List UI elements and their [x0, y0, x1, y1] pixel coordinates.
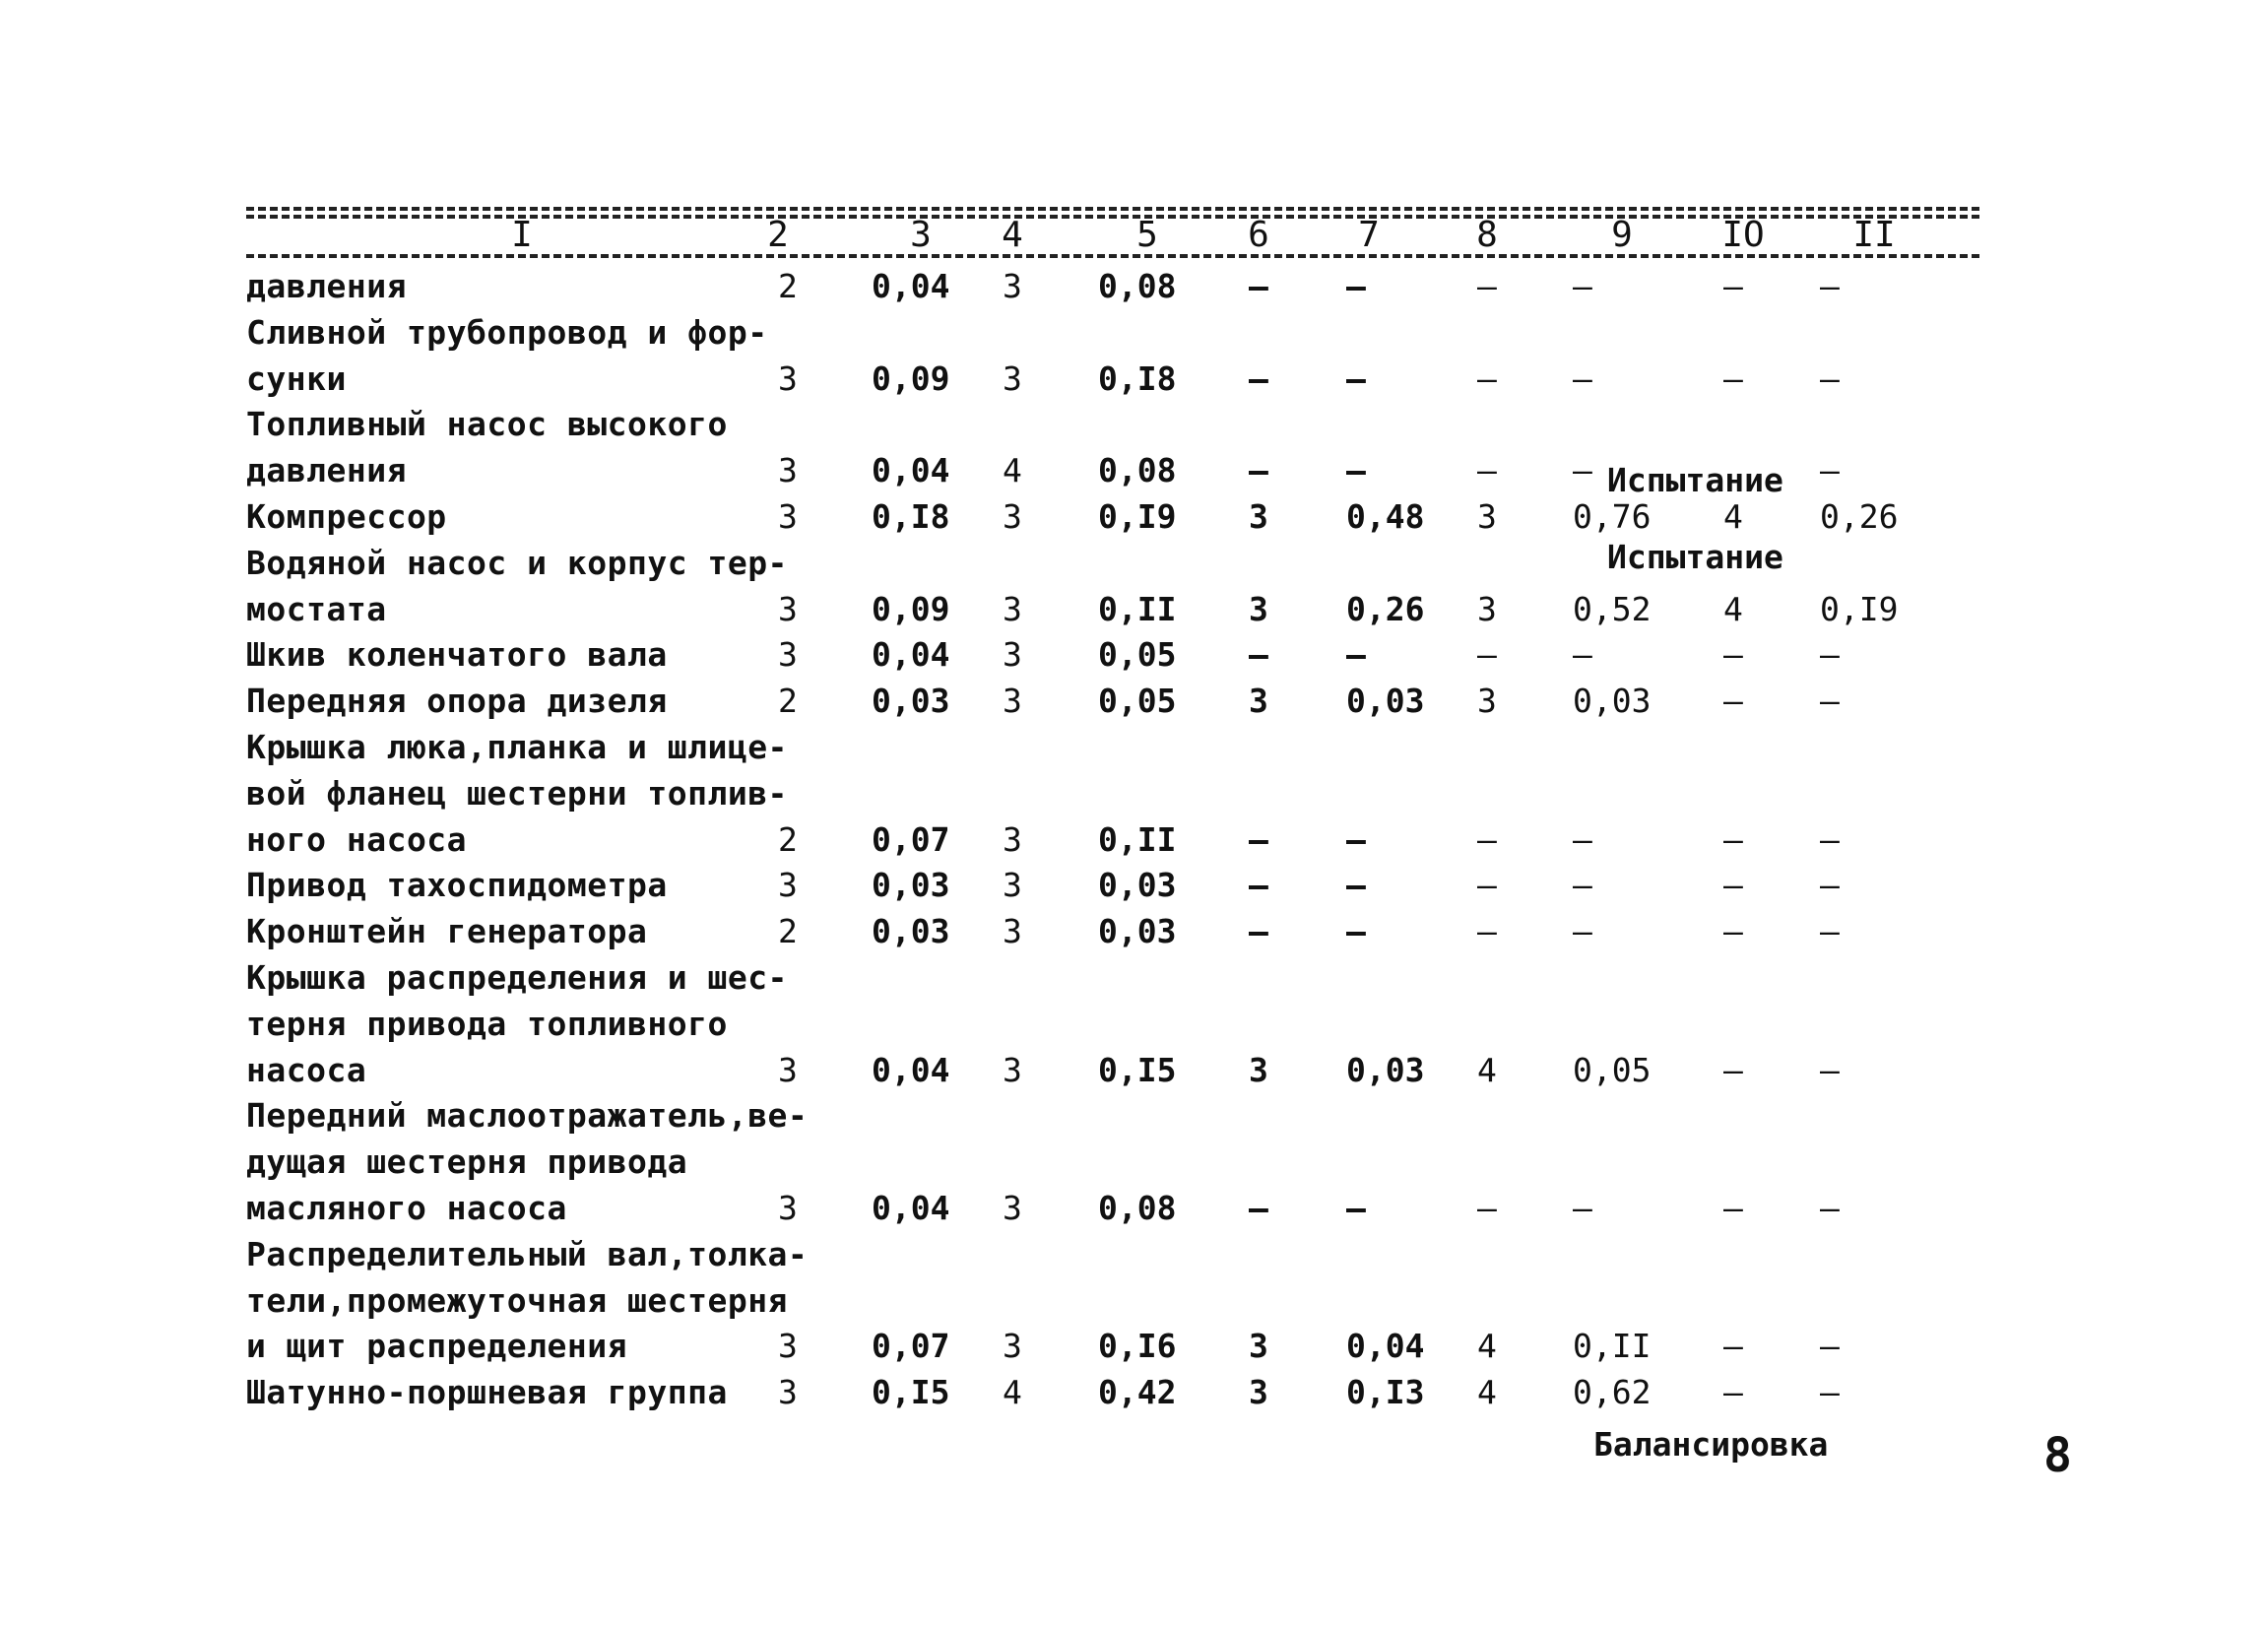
table-row — [0, 1324, 2268, 1369]
header-cell-2: 2 — [767, 215, 789, 255]
row-cell-col-11: 0,I9 — [1820, 589, 1899, 628]
row-cell-col-5: 0,I5 — [1098, 1050, 1177, 1089]
row-cell-col-2: 2 — [778, 912, 798, 951]
row-cell-col-11: – — [1820, 819, 1840, 859]
row-cell-col-9: 0,52 — [1573, 589, 1652, 628]
row-cell-col-2: 3 — [778, 451, 798, 490]
header-cell-4: 4 — [1002, 215, 1023, 255]
row-cell-col-9: 0,05 — [1573, 1050, 1652, 1089]
table-row — [0, 541, 2268, 586]
row-cell-col-6: – — [1249, 866, 1268, 905]
row-cell-col-10: – — [1723, 1327, 1743, 1366]
row-cell-col-2: 3 — [778, 866, 798, 905]
row-cell-col-3: 0,04 — [872, 267, 950, 305]
row-cell-col-11: – — [1820, 1189, 1840, 1227]
row-cell-col-9: 0,62 — [1573, 1373, 1652, 1412]
row-cell-col-5: 0,05 — [1098, 682, 1177, 721]
row-cell-col-8: 3 — [1477, 589, 1497, 628]
row-cell-col-6: – — [1249, 1189, 1268, 1227]
row-cell-col-7: 0,03 — [1346, 1050, 1425, 1089]
row-name: сунки — [246, 358, 347, 398]
row-cell-col-11: – — [1820, 1050, 1840, 1089]
table-row — [0, 725, 2268, 770]
row-cell-col-2: 3 — [778, 589, 798, 628]
row-cell-col-6: – — [1249, 635, 1268, 675]
table-row — [0, 1278, 2268, 1324]
table-row — [0, 863, 2268, 908]
row-cell-col-7: – — [1346, 358, 1366, 398]
row-cell-col-8: – — [1477, 267, 1497, 305]
row-cell-col-8: – — [1477, 635, 1497, 675]
row-cell-col-8: – — [1477, 819, 1497, 859]
table-row — [0, 1370, 2268, 1415]
row-cell-col-3: 0,I8 — [872, 497, 950, 536]
row-cell-col-10: – — [1723, 635, 1743, 675]
row-name: давления — [246, 451, 407, 490]
row-cell-col-4: 3 — [1003, 267, 1022, 305]
table-row — [0, 679, 2268, 724]
row-cell-col-8: 3 — [1477, 682, 1497, 721]
row-cell-col-3: 0,07 — [872, 819, 950, 859]
table-row — [0, 955, 2268, 1001]
row-name: Крышка люка,планка и шлице- — [246, 728, 788, 766]
row-cell-col-10: – — [1723, 1189, 1743, 1227]
row-cell-col-6: 3 — [1249, 1327, 1268, 1366]
row-cell-col-10: – — [1723, 267, 1743, 305]
header-cell-11: II — [1852, 215, 1896, 255]
table-row — [0, 1093, 2268, 1139]
table-row — [0, 632, 2268, 678]
row-cell-col-7: – — [1346, 1189, 1366, 1227]
row-cell-col-7: – — [1346, 451, 1366, 490]
row-name: тели,промежуточная шестерня — [246, 1280, 788, 1320]
row-cell-col-2: 2 — [778, 819, 798, 859]
row-cell-col-2: 3 — [778, 1189, 798, 1227]
row-cell-col-4: 4 — [1003, 451, 1022, 490]
row-cell-col-9: – — [1573, 819, 1592, 859]
row-cell-col-4: 4 — [1003, 1373, 1022, 1412]
note-test-water-pump: Испытание — [1607, 538, 1783, 576]
row-cell-col-7: – — [1346, 912, 1366, 951]
row-cell-col-7: 0,I3 — [1346, 1373, 1425, 1412]
row-cell-col-9: – — [1573, 635, 1592, 675]
row-cell-col-4: 3 — [1003, 635, 1022, 675]
row-cell-col-3: 0,I5 — [872, 1373, 950, 1412]
header-cell-8: 8 — [1476, 215, 1498, 255]
row-cell-col-10: – — [1723, 912, 1743, 951]
row-cell-col-10: – — [1723, 682, 1743, 721]
row-cell-col-8: 4 — [1477, 1050, 1497, 1089]
row-cell-col-8: – — [1477, 1189, 1497, 1227]
header-cell-7: 7 — [1358, 215, 1380, 255]
row-cell-col-9: 0,II — [1573, 1327, 1652, 1366]
header-cell-3: 3 — [910, 215, 932, 255]
row-cell-col-11: – — [1820, 1373, 1840, 1412]
table-row — [0, 1048, 2268, 1093]
row-cell-col-9: – — [1573, 267, 1592, 305]
row-cell-col-8: – — [1477, 866, 1497, 905]
header-cell-5: 5 — [1136, 215, 1158, 255]
row-name: Кронштейн генератора — [246, 912, 648, 951]
note-test-compressor: Испытание — [1607, 461, 1783, 499]
row-cell-col-10: – — [1723, 358, 1743, 398]
row-cell-col-3: 0,04 — [872, 635, 950, 675]
row-cell-col-2: 3 — [778, 1373, 798, 1412]
row-cell-col-2: 3 — [778, 497, 798, 536]
table-row — [0, 1186, 2268, 1231]
note-balancing: Балансировка — [1593, 1425, 1829, 1464]
row-cell-col-11: – — [1820, 358, 1840, 398]
row-cell-col-4: 3 — [1003, 866, 1022, 905]
table-row — [0, 448, 2268, 493]
row-name: и щит распределения — [246, 1327, 627, 1366]
row-cell-col-3: 0,07 — [872, 1327, 950, 1366]
row-cell-col-6: – — [1249, 912, 1268, 951]
table-row — [0, 771, 2268, 816]
row-cell-col-2: 3 — [778, 1327, 798, 1366]
row-cell-col-10: – — [1723, 819, 1743, 859]
row-cell-col-5: 0,08 — [1098, 451, 1177, 490]
row-cell-col-8: – — [1477, 358, 1497, 398]
row-cell-col-9: – — [1573, 1189, 1592, 1227]
row-name: Топливный насос высокого — [246, 405, 728, 444]
row-name: ного насоса — [246, 819, 468, 859]
row-cell-col-7: 0,26 — [1346, 589, 1425, 628]
row-cell-col-3: 0,09 — [872, 358, 950, 398]
row-cell-col-11: – — [1820, 1327, 1840, 1366]
table-row — [0, 357, 2268, 402]
row-cell-col-8: – — [1477, 912, 1497, 951]
row-cell-col-5: 0,03 — [1098, 912, 1177, 951]
row-cell-col-2: 3 — [778, 358, 798, 398]
row-name: Водяной насос и корпус тер- — [246, 543, 788, 582]
row-cell-col-5: 0,I8 — [1098, 358, 1177, 398]
row-cell-col-11: – — [1820, 912, 1840, 951]
row-name: Компрессор — [246, 497, 447, 536]
row-cell-col-6: – — [1249, 819, 1268, 859]
row-cell-col-5: 0,II — [1098, 819, 1177, 859]
header-cell-6: 6 — [1248, 215, 1269, 255]
row-cell-col-10: – — [1723, 866, 1743, 905]
row-cell-col-11: – — [1820, 866, 1840, 905]
row-cell-col-9: 0,03 — [1573, 682, 1652, 721]
row-name: Шкив коленчатого вала — [246, 635, 668, 675]
table-row — [0, 1140, 2268, 1185]
row-cell-col-4: 3 — [1003, 1327, 1022, 1366]
row-cell-col-6: 3 — [1249, 497, 1268, 536]
row-cell-col-3: 0,09 — [872, 589, 950, 628]
row-cell-col-5: 0,I6 — [1098, 1327, 1177, 1366]
table-row — [0, 310, 2268, 356]
row-cell-col-3: 0,04 — [872, 1050, 950, 1089]
row-cell-col-2: 3 — [778, 635, 798, 675]
row-cell-col-5: 0,II — [1098, 589, 1177, 628]
row-name: вой фланец шестерни топлив- — [246, 773, 788, 813]
row-cell-col-10: 4 — [1723, 589, 1743, 628]
row-cell-col-2: 2 — [778, 267, 798, 305]
row-cell-col-7: 0,48 — [1346, 497, 1425, 536]
header-cell-9: 9 — [1611, 215, 1633, 255]
row-name: Распределительный вал,толка- — [246, 1234, 809, 1273]
row-cell-col-3: 0,03 — [872, 866, 950, 905]
row-cell-col-3: 0,04 — [872, 1189, 950, 1227]
top-rule — [246, 207, 1979, 211]
header-rule-bottom — [246, 254, 1979, 258]
row-cell-col-6: – — [1249, 451, 1268, 490]
row-cell-col-7: – — [1346, 635, 1366, 675]
row-cell-col-6: – — [1249, 358, 1268, 398]
row-cell-col-11: 0,26 — [1820, 497, 1899, 536]
table-row — [0, 264, 2268, 309]
row-cell-col-4: 3 — [1003, 1050, 1022, 1089]
row-cell-col-10: 4 — [1723, 497, 1743, 536]
row-cell-col-9: – — [1573, 358, 1592, 398]
row-cell-col-8: 3 — [1477, 497, 1497, 536]
row-cell-col-11: – — [1820, 267, 1840, 305]
row-name: Передний маслоотражатель,ве- — [246, 1096, 809, 1136]
row-cell-col-4: 3 — [1003, 819, 1022, 859]
row-name: масляного насоса — [246, 1189, 567, 1227]
row-cell-col-8: – — [1477, 451, 1497, 490]
table-row — [0, 587, 2268, 632]
row-cell-col-10: – — [1723, 1373, 1743, 1412]
row-cell-col-5: 0,03 — [1098, 866, 1177, 905]
row-name: Привод тахоспидометра — [246, 866, 668, 905]
table-row — [0, 909, 2268, 954]
row-name: мостата — [246, 589, 387, 628]
header-cell-1: I — [511, 215, 533, 255]
table-row — [0, 1002, 2268, 1047]
row-cell-col-9: – — [1573, 866, 1592, 905]
row-cell-col-6: – — [1249, 267, 1268, 305]
row-cell-col-6: 3 — [1249, 1373, 1268, 1412]
row-name: Крышка распределения и шес- — [246, 958, 788, 997]
page-number: 8 — [2043, 1428, 2072, 1483]
row-cell-col-7: – — [1346, 866, 1366, 905]
row-cell-col-8: 4 — [1477, 1327, 1497, 1366]
row-cell-col-7: 0,04 — [1346, 1327, 1425, 1366]
row-cell-col-3: 0,03 — [872, 682, 950, 721]
row-cell-col-4: 3 — [1003, 912, 1022, 951]
row-cell-col-10: – — [1723, 1050, 1743, 1089]
row-cell-col-2: 2 — [778, 682, 798, 721]
row-name: насоса — [246, 1050, 367, 1089]
row-cell-col-11: – — [1820, 451, 1840, 490]
row-cell-col-5: 0,08 — [1098, 1189, 1177, 1227]
row-name: Передняя опора дизеля — [246, 682, 668, 721]
row-cell-col-3: 0,03 — [872, 912, 950, 951]
row-cell-col-4: 3 — [1003, 589, 1022, 628]
table-row — [0, 1232, 2268, 1277]
row-name: Шатунно-поршневая группа — [246, 1373, 728, 1412]
row-cell-col-5: 0,05 — [1098, 635, 1177, 675]
row-cell-col-9: 0,76 — [1573, 497, 1652, 536]
table-row — [0, 402, 2268, 447]
row-cell-col-11: – — [1820, 635, 1840, 675]
row-cell-col-5: 0,I9 — [1098, 497, 1177, 536]
row-cell-col-7: 0,03 — [1346, 682, 1425, 721]
row-cell-col-6: 3 — [1249, 589, 1268, 628]
row-cell-col-6: 3 — [1249, 682, 1268, 721]
table-row — [0, 817, 2268, 863]
row-name: терня привода топливного — [246, 1004, 728, 1043]
row-cell-col-4: 3 — [1003, 358, 1022, 398]
row-cell-col-8: 4 — [1477, 1373, 1497, 1412]
row-cell-col-4: 3 — [1003, 1189, 1022, 1227]
table-row — [0, 494, 2268, 540]
row-cell-col-7: – — [1346, 267, 1366, 305]
row-cell-col-5: 0,42 — [1098, 1373, 1177, 1412]
row-cell-col-2: 3 — [778, 1050, 798, 1089]
row-cell-col-3: 0,04 — [872, 451, 950, 490]
row-cell-col-5: 0,08 — [1098, 267, 1177, 305]
row-name: давления — [246, 267, 407, 305]
row-cell-col-9: – — [1573, 912, 1592, 951]
row-cell-col-11: – — [1820, 682, 1840, 721]
row-cell-col-4: 3 — [1003, 497, 1022, 536]
row-name: Сливной трубопровод и фор- — [246, 312, 768, 352]
row-cell-col-9: – — [1573, 451, 1592, 490]
row-name: дущая шестерня привода — [246, 1142, 688, 1182]
row-cell-col-4: 3 — [1003, 682, 1022, 721]
row-cell-col-6: 3 — [1249, 1050, 1268, 1089]
row-cell-col-7: – — [1346, 819, 1366, 859]
header-cell-10: IO — [1721, 215, 1765, 255]
